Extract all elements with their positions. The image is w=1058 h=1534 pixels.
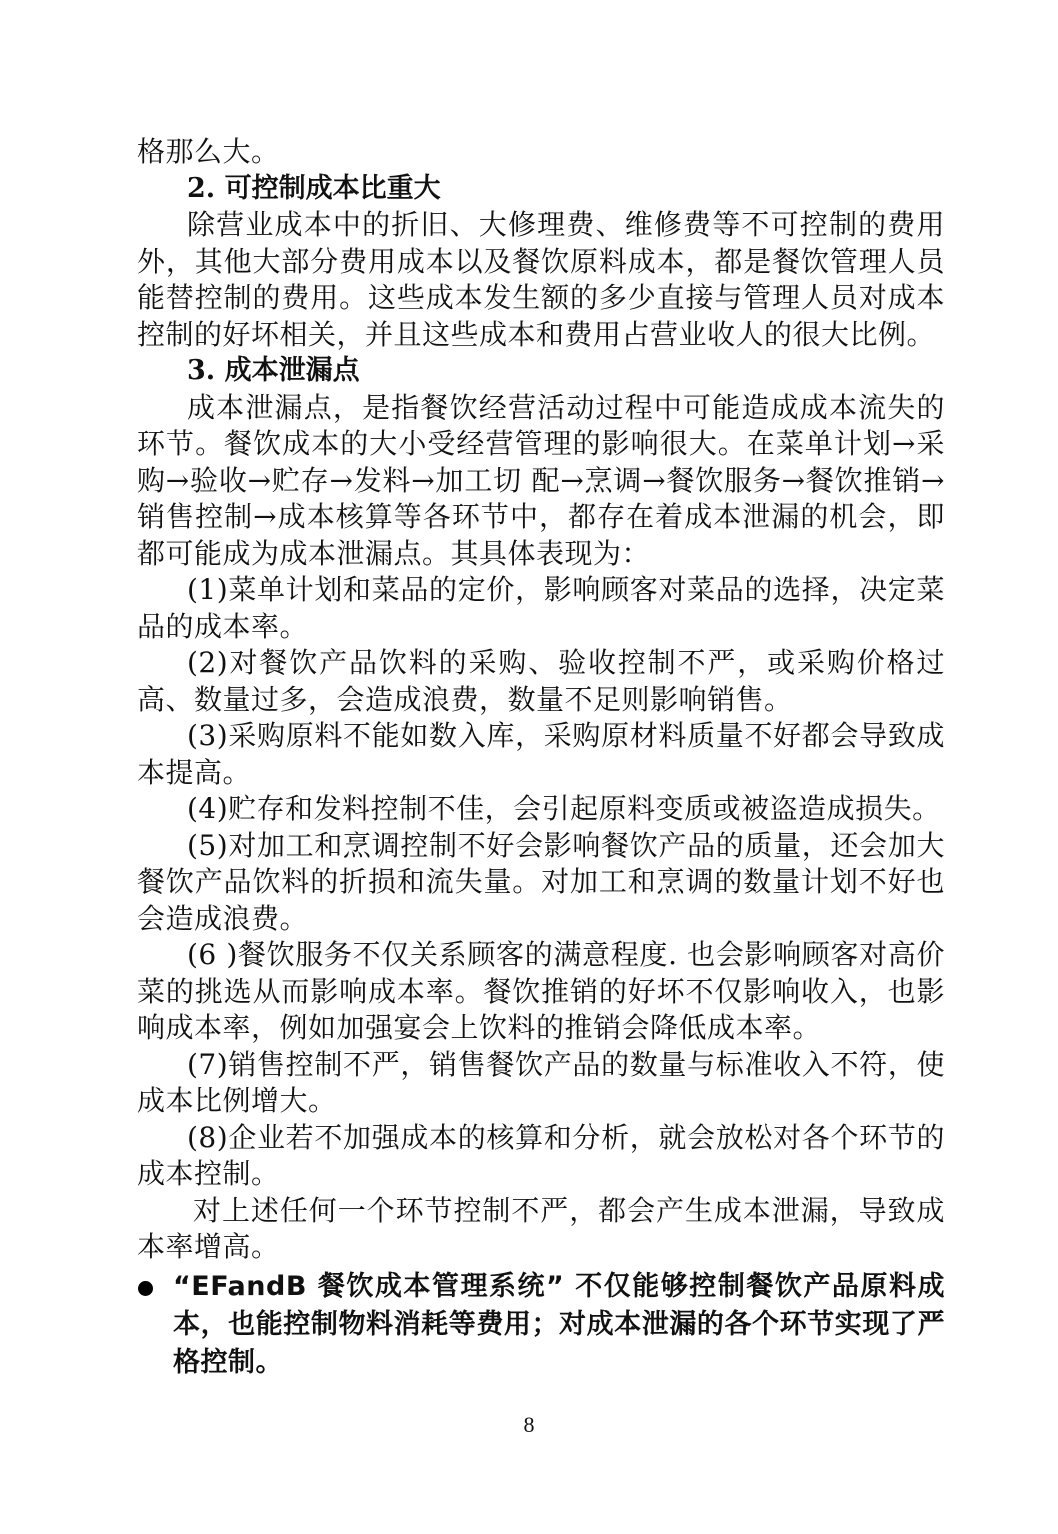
section-3-paragraph: 成本泄漏点，是指餐饮经营活动过程中可能造成成本流失的环节。餐饮成本的大小受经营管理的影响很大。在菜单计划→采购→验收→贮存→发料→加工切 配→烹调→餐饮服务→餐饮推销→销售控制→成本核算等各环节中，都存在着成本泄漏的机会，即都可能成为成本泄漏点。其具体表现为：: [137, 390, 945, 570]
section-3-conclusion: 对上述任何一个环节控制不严，都会产生成本泄漏，导致成本率增高。: [137, 1193, 945, 1263]
leak-point-item-6: (6 )餐饮服务不仅关系顾客的满意程度. 也会影响顾客对高价菜的挑选从而影响成本率。餐饮推销的好坏不仅影响收入，也影响成本率，例如加强宴会上饮料的推销会降低成本率。: [137, 938, 945, 1044]
system-highlight-text: “EFandB 餐饮成本管理系统” 不仅能够控制餐饮产品原料成本，也能控制物料消耗等费用；对成本泄漏的各个环节实现了严格控制。: [173, 1270, 945, 1378]
page-content: [137, 134, 945, 1382]
leak-point-item-4: (4)贮存和发料控制不佳，会引起原料变质或被盗造成损失。: [187, 792, 941, 825]
leak-point-item-1: (1)菜单计划和菜品的定价，影响顾客对菜品的选择，决定菜品的成本率。: [137, 573, 945, 643]
leak-point-item-2: (2)对餐饮产品饮料的采购、验收控制不严，或采购价格过高、数量过多，会造成浪费，数量不足则影响销售。: [137, 646, 945, 716]
system-highlight-bullet: [137, 1268, 945, 1382]
section-2-heading: 2. 可控制成本比重大: [187, 172, 441, 204]
leak-point-item-7: (7)销售控制不严，销售餐饮产品的数量与标准收入不符，使成本比例增大。: [137, 1047, 945, 1117]
section-2-paragraph: 除营业成本中的折旧、大修理费、维修费等不可控制的费用外，其他大部分费用成本以及餐饮原料成本，都是餐饮管理人员能替控制的费用。这些成本发生额的多少直接与管理人员对成本控制的好坏相关，并且这些成本和费用占营业收人的很大比例。: [137, 208, 945, 351]
leak-point-item-8: (8)企业若不加强成本的核算和分析，就会放松对各个环节的成本控制。: [137, 1120, 945, 1190]
leak-point-item-3: (3)采购原料不能如数入库，采购原材料质量不好都会导致成本提高。: [137, 719, 945, 789]
section-3-heading: 3. 成本泄漏点: [187, 355, 360, 386]
lead-line: 格那么大。: [137, 135, 280, 168]
bullet-dot-icon: [138, 1281, 153, 1296]
page-number: 8: [523, 1412, 535, 1437]
leak-point-item-5: (5)对加工和烹调控制不好会影响餐饮产品的质量，还会加大餐饮产品饮料的折损和流失量。对加工和烹调的数量计划不好也会造成浪费。: [137, 828, 945, 935]
